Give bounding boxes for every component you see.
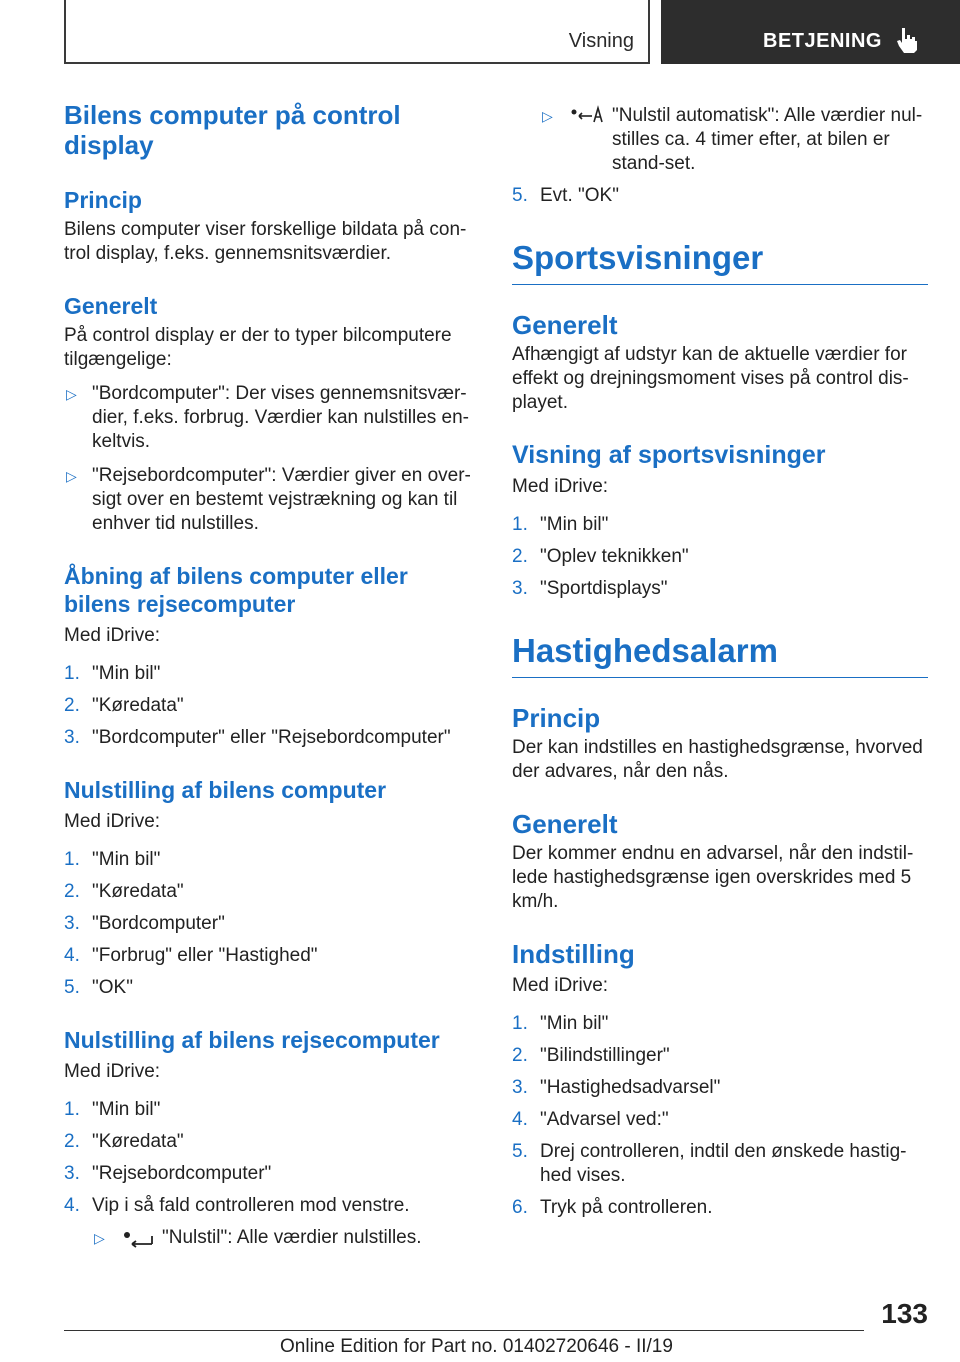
step-item: 1. "Min bil"	[64, 663, 161, 684]
text-idrive: Med iDrive:	[64, 1061, 161, 1082]
heading-generelt: Generelt	[64, 293, 158, 319]
right-column	[512, 104, 928, 1220]
left-column	[64, 100, 480, 1250]
step-item: 3. "Bordcomputer"	[64, 913, 225, 934]
text-generelt-sport: Afhængigt af udstyr kan de aktuelle værdier for effekt og drejningsmoment vises på control dis-playet.	[512, 344, 909, 413]
triangle-bullet-icon: ▷	[542, 108, 553, 124]
text-idrive: Med iDrive:	[512, 975, 609, 996]
step-item: 2. "Køredata"	[64, 881, 184, 902]
triangle-bullet-icon: ▷	[66, 468, 77, 484]
step-item: 3. "Sportdisplays"	[512, 578, 668, 599]
triangle-bullet-icon: ▷	[66, 386, 77, 402]
indstilling-steps	[512, 1012, 928, 1220]
step-item: 2. "Køredata"	[64, 1131, 184, 1152]
heading-generelt-sport: Generelt	[512, 310, 618, 340]
step-item: 2. "Køredata"	[64, 695, 184, 716]
heading-nulstil-rejse: Nulstilling af bilens rejsecomputer	[64, 1027, 440, 1053]
step-item: 2. "Oplev teknikken"	[512, 546, 689, 567]
step-item: 6. Tryk på controlleren.	[512, 1197, 713, 1218]
step-item: 5. Evt. "OK"	[512, 185, 619, 206]
heading-indstilling: Indstilling	[512, 939, 635, 969]
header-chapter-title: BETJENING	[763, 30, 882, 52]
step-item: 3. "Rejsebordcomputer"	[64, 1163, 272, 1184]
step-item: 3. "Hastighedsadvarsel"	[512, 1077, 721, 1098]
text-generelt: På control display er der to typer bilcomputere tilgængelige:	[64, 325, 452, 370]
hand-pointer-icon	[894, 26, 920, 54]
text-idrive: Med iDrive:	[64, 625, 161, 646]
heading-princip: Princip	[64, 187, 142, 213]
step-item: 3. "Bordcomputer" eller "Rejsebordcomputer"	[64, 727, 451, 748]
heading-generelt-hast: Generelt	[512, 809, 618, 839]
step-item: 1. "Min bil"	[512, 514, 609, 535]
list-item: ▷ "Rejsebordcomputer": Værdier giver en over-sigt over en bestemt vejstrækning og kan til enhver tid nulstilles.	[66, 465, 471, 534]
step-item: 5. Drej controlleren, indtil den ønskede hastig-hed vises.	[512, 1141, 907, 1186]
step-5	[512, 184, 928, 208]
step-item: 2. "Bilindstillinger"	[512, 1045, 670, 1066]
step-item: 4. "Forbrug" eller "Hastighed"	[64, 945, 318, 966]
text-idrive: Med iDrive:	[512, 476, 609, 497]
footer-edition: Online Edition for Part no. 01402720646 - II/19	[280, 1336, 673, 1357]
step-item: 5. "OK"	[64, 977, 133, 998]
step-item: 4. "Advarsel ved:"	[512, 1109, 669, 1130]
sport-steps	[512, 513, 928, 601]
generelt-list	[64, 382, 480, 536]
heading-visning-sport: Visning af sportsvisninger	[512, 441, 826, 469]
heading-sportsvisninger: Sportsvisninger	[512, 238, 928, 285]
footer-divider	[64, 1330, 864, 1331]
triangle-bullet-icon: ▷	[94, 1230, 105, 1246]
nulstil-sublist	[64, 1226, 480, 1250]
page-number: 133	[881, 1298, 928, 1329]
header-section-title: Visning	[568, 30, 634, 52]
text-idrive: Med iDrive:	[64, 811, 161, 832]
auto-reset-icon	[570, 104, 606, 124]
text-princip-hast: Der kan indstilles en hastighedsgrænse, hvorved der advares, når den nås.	[512, 737, 923, 782]
step-item: 1. "Min bil"	[64, 1099, 161, 1120]
nulstil-computer-steps	[64, 848, 480, 1000]
auto-sublist	[512, 104, 928, 176]
text-princip: Bilens computer viser forskellige bildata på con-trol display, f.eks. gennemsnitsværdier.	[64, 219, 467, 264]
heading-princip-hast: Princip	[512, 703, 601, 733]
heading-bilens-computer: Bilens computer på control display	[64, 100, 401, 160]
header-section-box	[64, 0, 650, 64]
list-item: ▷ "Bordcomputer": Der vises gennemsnitsvær-dier, f.eks. forbrug. Værdier kan nulstilles en-keltvis.	[66, 383, 470, 452]
step-item: 1. "Min bil"	[64, 849, 161, 870]
step-item: 1. "Min bil"	[512, 1013, 609, 1034]
step-item: 4. Vip i så fald controlleren mod venstre.	[64, 1195, 410, 1216]
heading-hastighedsalarm: Hastighedsalarm	[512, 631, 928, 678]
heading-aabning: Åbning af bilens computer eller bilens rejsecomputer	[64, 563, 408, 617]
nulstil-rejse-steps	[64, 1098, 480, 1218]
heading-nulstil-computer: Nulstilling af bilens computer	[64, 777, 387, 803]
aabning-steps	[64, 662, 480, 750]
list-item: ▷ "Nulstil automatisk": Alle værdier nul-stilles ca. 4 timer efter, at bilen er stand-set.	[542, 105, 923, 174]
text-generelt-hast: Der kommer endnu en advarsel, når den indstil-lede hastighedsgrænse igen overskrides med 5 km/h.	[512, 843, 914, 912]
reset-arrow-icon	[122, 1230, 154, 1248]
list-item: ▷ "Nulstil": Alle værdier nulstilles.	[94, 1227, 422, 1248]
